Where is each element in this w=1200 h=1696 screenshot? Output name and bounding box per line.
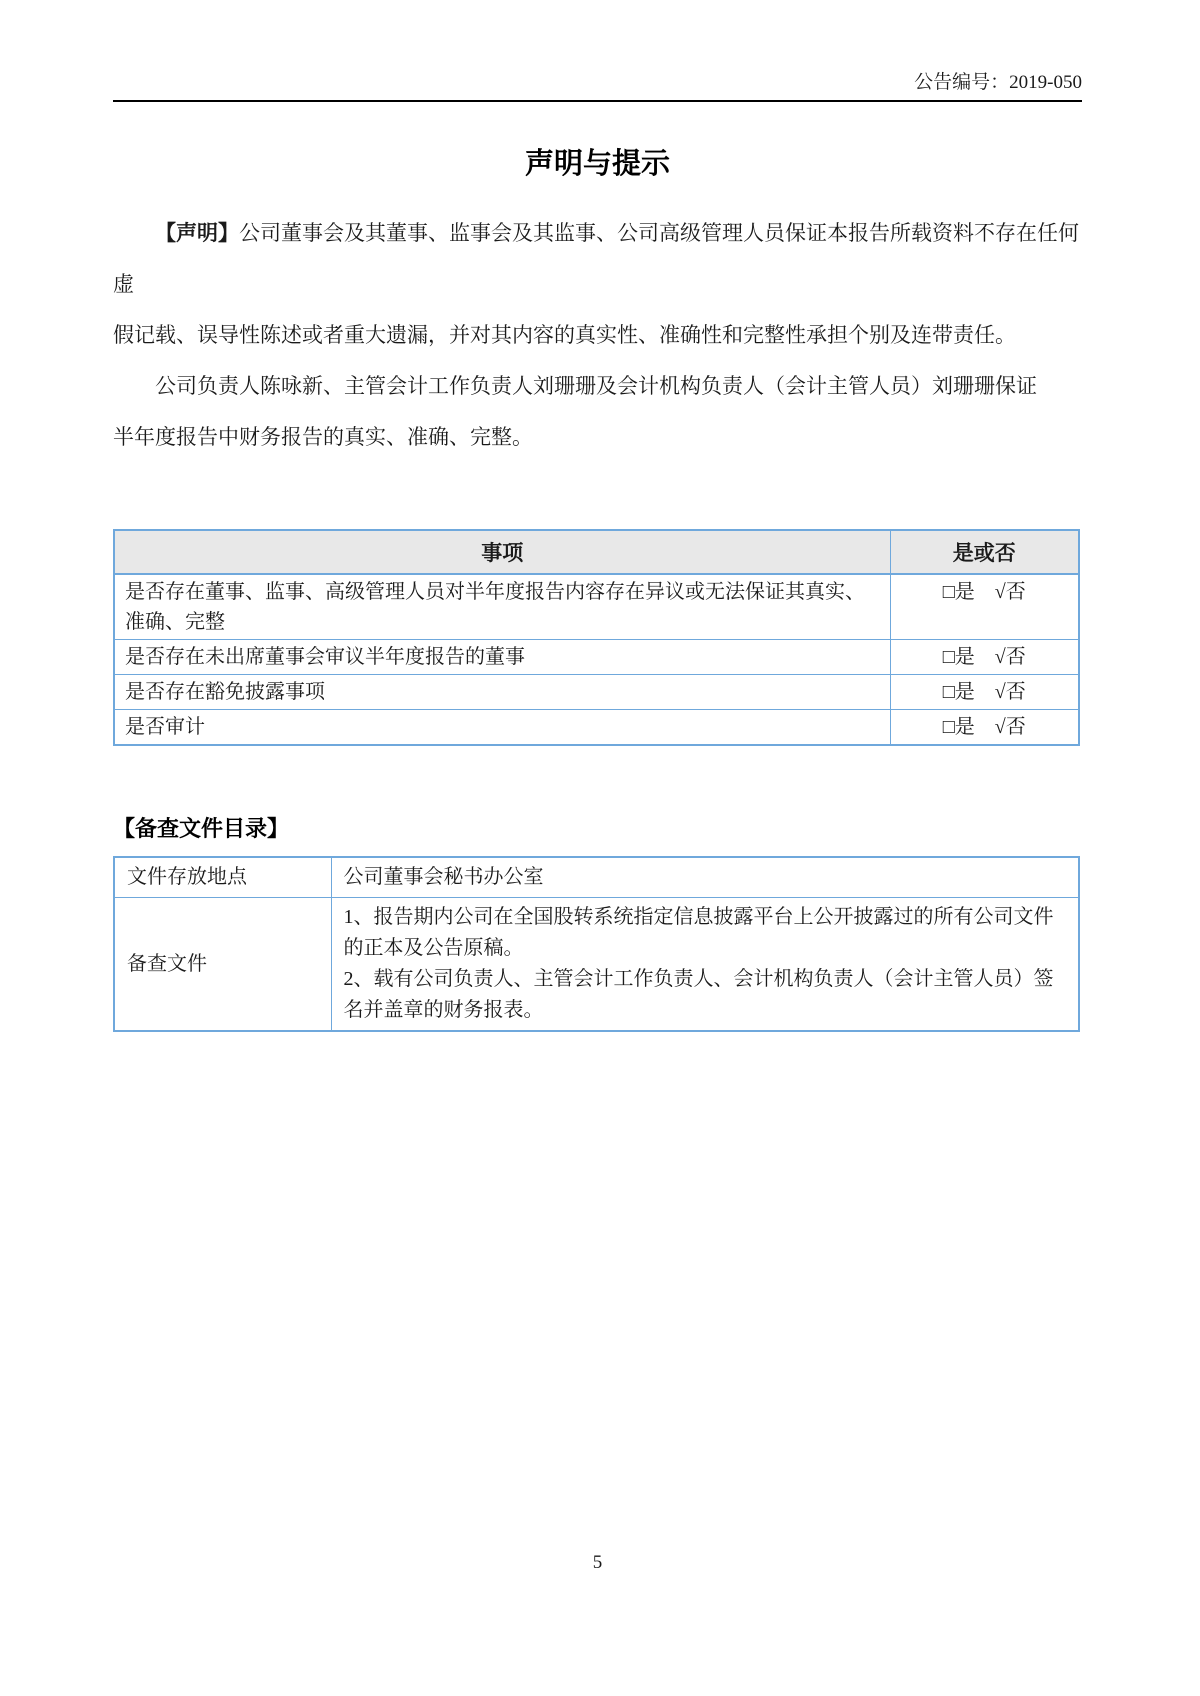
item-cell: 是否审计 (114, 710, 890, 746)
announcement-number: 公告编号：2019-050 (914, 72, 1082, 93)
responsibility-text: 公司负责人陈咏新、主管会计工作负责人刘珊珊及会计机构负责人（会计主管人员）刘珊珊保证 半年度报告中财务报告的真实、准确、完整。 (113, 374, 1037, 449)
statement-text: 公司董事会及其董事、监事会及其监事、公司高级管理人员保证本报告所载资料不存在任何虚 假记载、误导性陈述或者重大遗漏，并对其内容的真实性、准确性和完整性承担个别及连带责任。 (113, 221, 1079, 347)
answer-cell: □是 √否 (890, 574, 1079, 640)
files-label-cell: 备查文件 (114, 898, 331, 1032)
statement-paragraph (113, 208, 1082, 361)
responsibility-paragraph (113, 361, 1082, 463)
document-header (113, 0, 1082, 102)
location-value-cell: 公司董事会秘书办公室 (331, 857, 1079, 898)
reference-table-row (114, 898, 1079, 1032)
item-cell: 是否存在董事、监事、高级管理人员对半年度报告内容存在异议或无法保证其真实、 准确、完整 (114, 574, 890, 640)
items-table-row (114, 710, 1079, 746)
reference-section-heading: 【备查文件目录】 (113, 816, 290, 841)
items-table-header-row (114, 530, 1079, 574)
statement-section (113, 208, 1082, 463)
page-title: 声明与提示 (524, 148, 670, 180)
items-table-row (114, 675, 1079, 710)
items-table-header-item: 事项 (114, 530, 890, 574)
items-table-header-answer: 是或否 (890, 530, 1079, 574)
items-table-row (114, 640, 1079, 675)
item-cell: 是否存在豁免披露事项 (114, 675, 890, 710)
reference-table-row (114, 857, 1079, 898)
page-number: 5 (592, 1552, 603, 1573)
answer-cell: □是 √否 (890, 640, 1079, 675)
answer-cell: □是 √否 (890, 710, 1079, 746)
page-content (113, 0, 1082, 1032)
page-footer (113, 1552, 1082, 1574)
files-value-cell: 1、报告期内公司在全国股转系统指定信息披露平台上公开披露过的所有公司文件 的正本及公告原稿。 2、载有公司负责人、主管会计工作负责人、会计机构负责人（会计主管人员）签 名并盖章的财务报表。 (331, 898, 1079, 1032)
reference-table (113, 856, 1080, 1032)
statement-prefix: 【声明】 (155, 222, 239, 245)
location-label-cell: 文件存放地点 (114, 857, 331, 898)
item-cell: 是否存在未出席董事会审议半年度报告的董事 (114, 640, 890, 675)
items-table-row (114, 574, 1079, 640)
items-table (113, 529, 1080, 746)
answer-cell: □是 √否 (890, 675, 1079, 710)
